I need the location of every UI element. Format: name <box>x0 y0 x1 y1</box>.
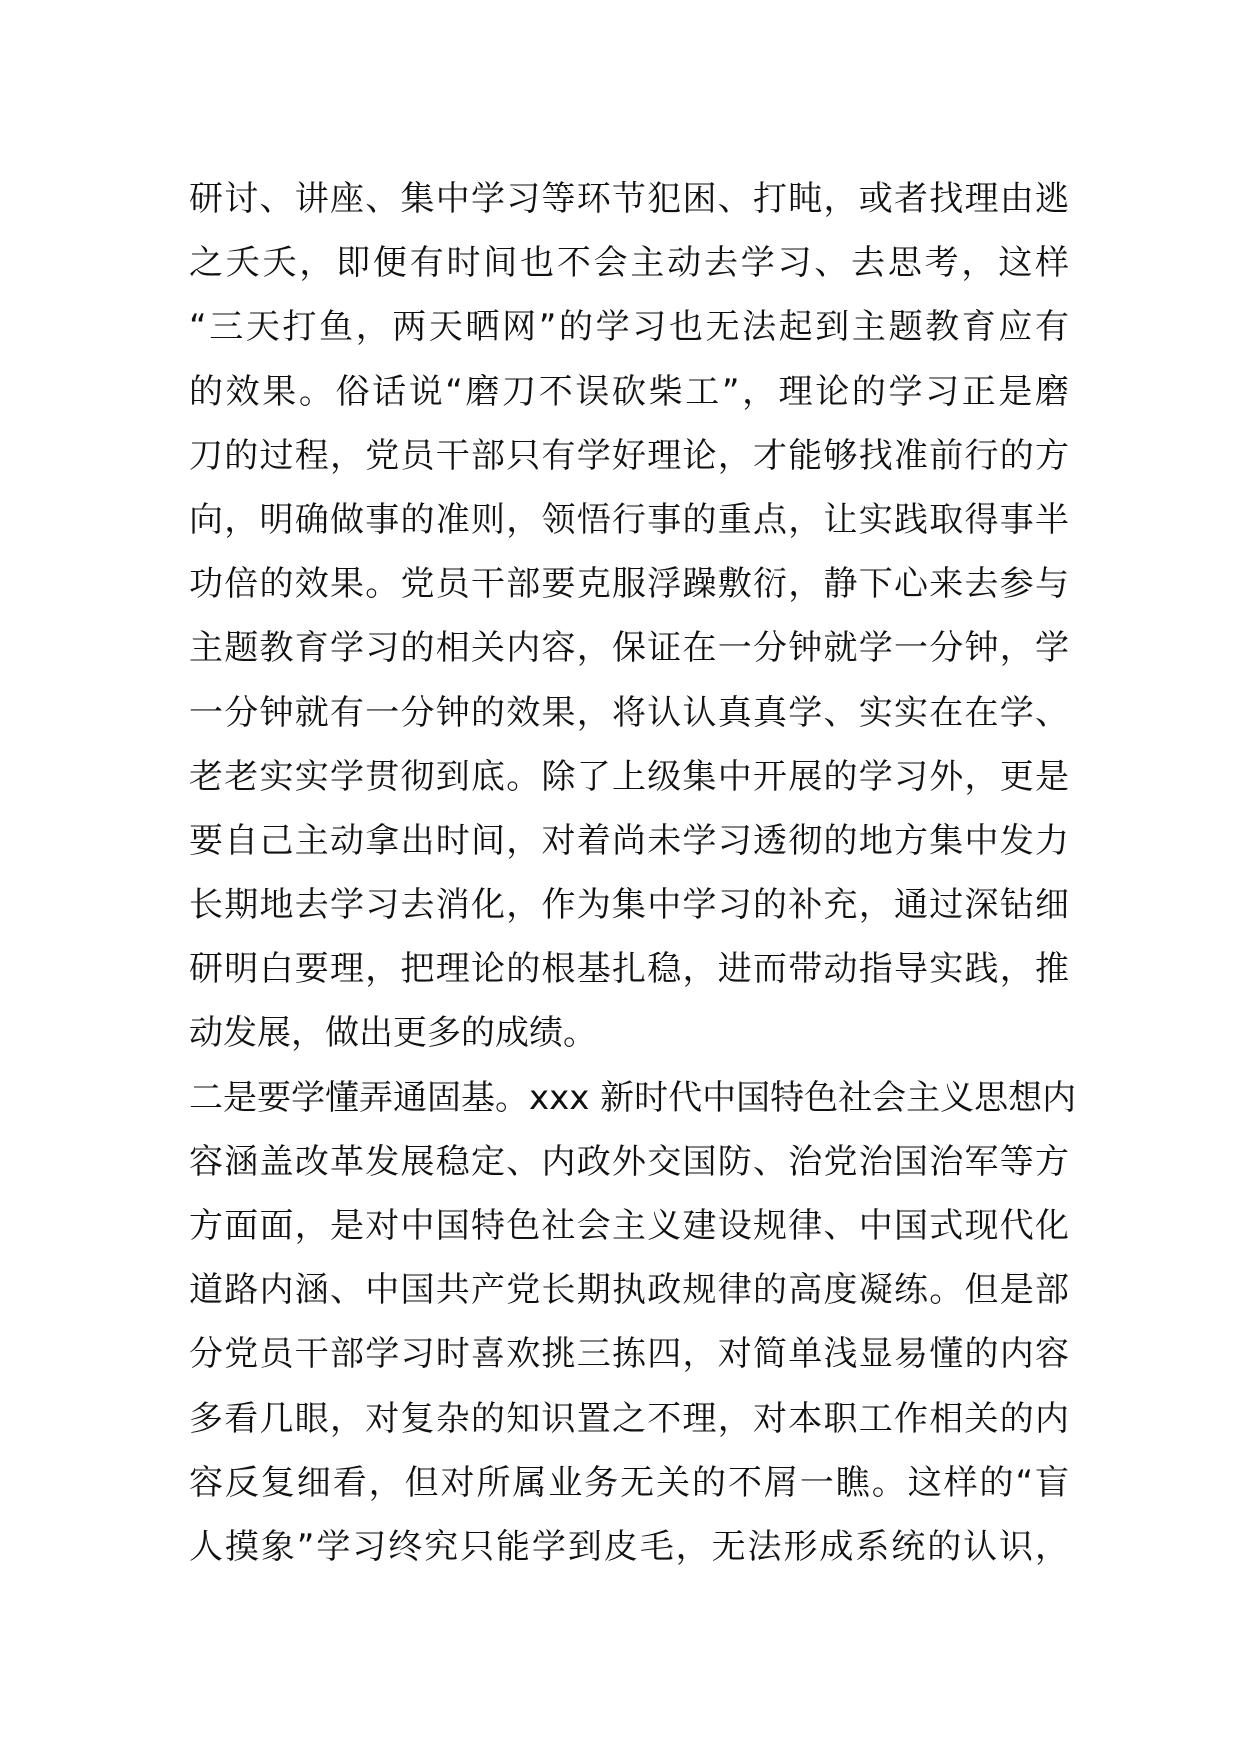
text-line-2: 之夭夭，即便有时间也不会主动去学习、去思考，这样 <box>189 243 1069 284</box>
text-line-7: 功倍的效果。党员干部要克服浮躁敷衍，静下心来去参与 <box>189 564 1069 605</box>
text-line-5: 刀的过程，党员干部只有学好理论，才能够找准前行的方 <box>189 435 1069 476</box>
text-line-19: 分党员干部学习时喜欢挑三拣四，对简单浅显易懂的内容 <box>189 1334 1069 1375</box>
text-line-4: 的效果。俗话说“磨刀不误砍柴工”，理论的学习正是磨 <box>189 371 1069 412</box>
text-line-17: 方面面，是对中国特色社会主义建设规律、中国式现代化 <box>189 1206 1069 1246</box>
text-line-14: 动发展，做出更多的成绩。 <box>189 1013 597 1054</box>
text-line-12: 长期地去学习去消化，作为集中学习的补充，通过深钻细 <box>189 885 1069 926</box>
body-text <box>189 167 1077 1579</box>
text-line-13: 研明白要理，把理论的根基扎稳，进而带动指导实践，推 <box>189 949 1069 990</box>
text-line-22: 人摸象”学习终究只能学到皮毛，无法形成系统的认识， <box>189 1526 1069 1567</box>
text-line-15: 二是要学懂弄通固基。xxx 新时代中国特色社会主义思想内 <box>189 1077 1077 1118</box>
text-line-16: 容涵盖改革发展稳定、内政外交国防、治党治国治军等方 <box>189 1141 1069 1182</box>
text-line-11: 要自己主动拿出时间，对着尚未学习透彻的地方集中发力 <box>189 820 1069 861</box>
text-line-3: “三天打鱼，两天晒网”的学习也无法起到主题教育应有 <box>189 307 1069 348</box>
text-line-20: 多看几眼，对复杂的知识置之不理，对本职工作相关的内 <box>189 1398 1069 1439</box>
text-line-18: 道路内涵、中国共产党长期执政规律的高度凝练。但是部 <box>189 1270 1069 1311</box>
text-line-10: 老老实实学贯彻到底。除了上级集中开展的学习外，更是 <box>189 756 1069 797</box>
text-line-21: 容反复细看，但对所属业务无关的不屑一瞧。这样的“盲 <box>189 1462 1069 1503</box>
text-line-9: 一分钟就有一分钟的效果，将认认真真学、实实在在学、 <box>189 692 1069 733</box>
text-line-1: 研讨、讲座、集中学习等环节犯困、打盹，或者找理由逃 <box>189 179 1069 219</box>
text-line-6: 向，明确做事的准则，领悟行事的重点，让实践取得事半 <box>189 499 1069 540</box>
text-line-8: 主题教育学习的相关内容，保证在一分钟就学一分钟，学 <box>189 628 1069 669</box>
